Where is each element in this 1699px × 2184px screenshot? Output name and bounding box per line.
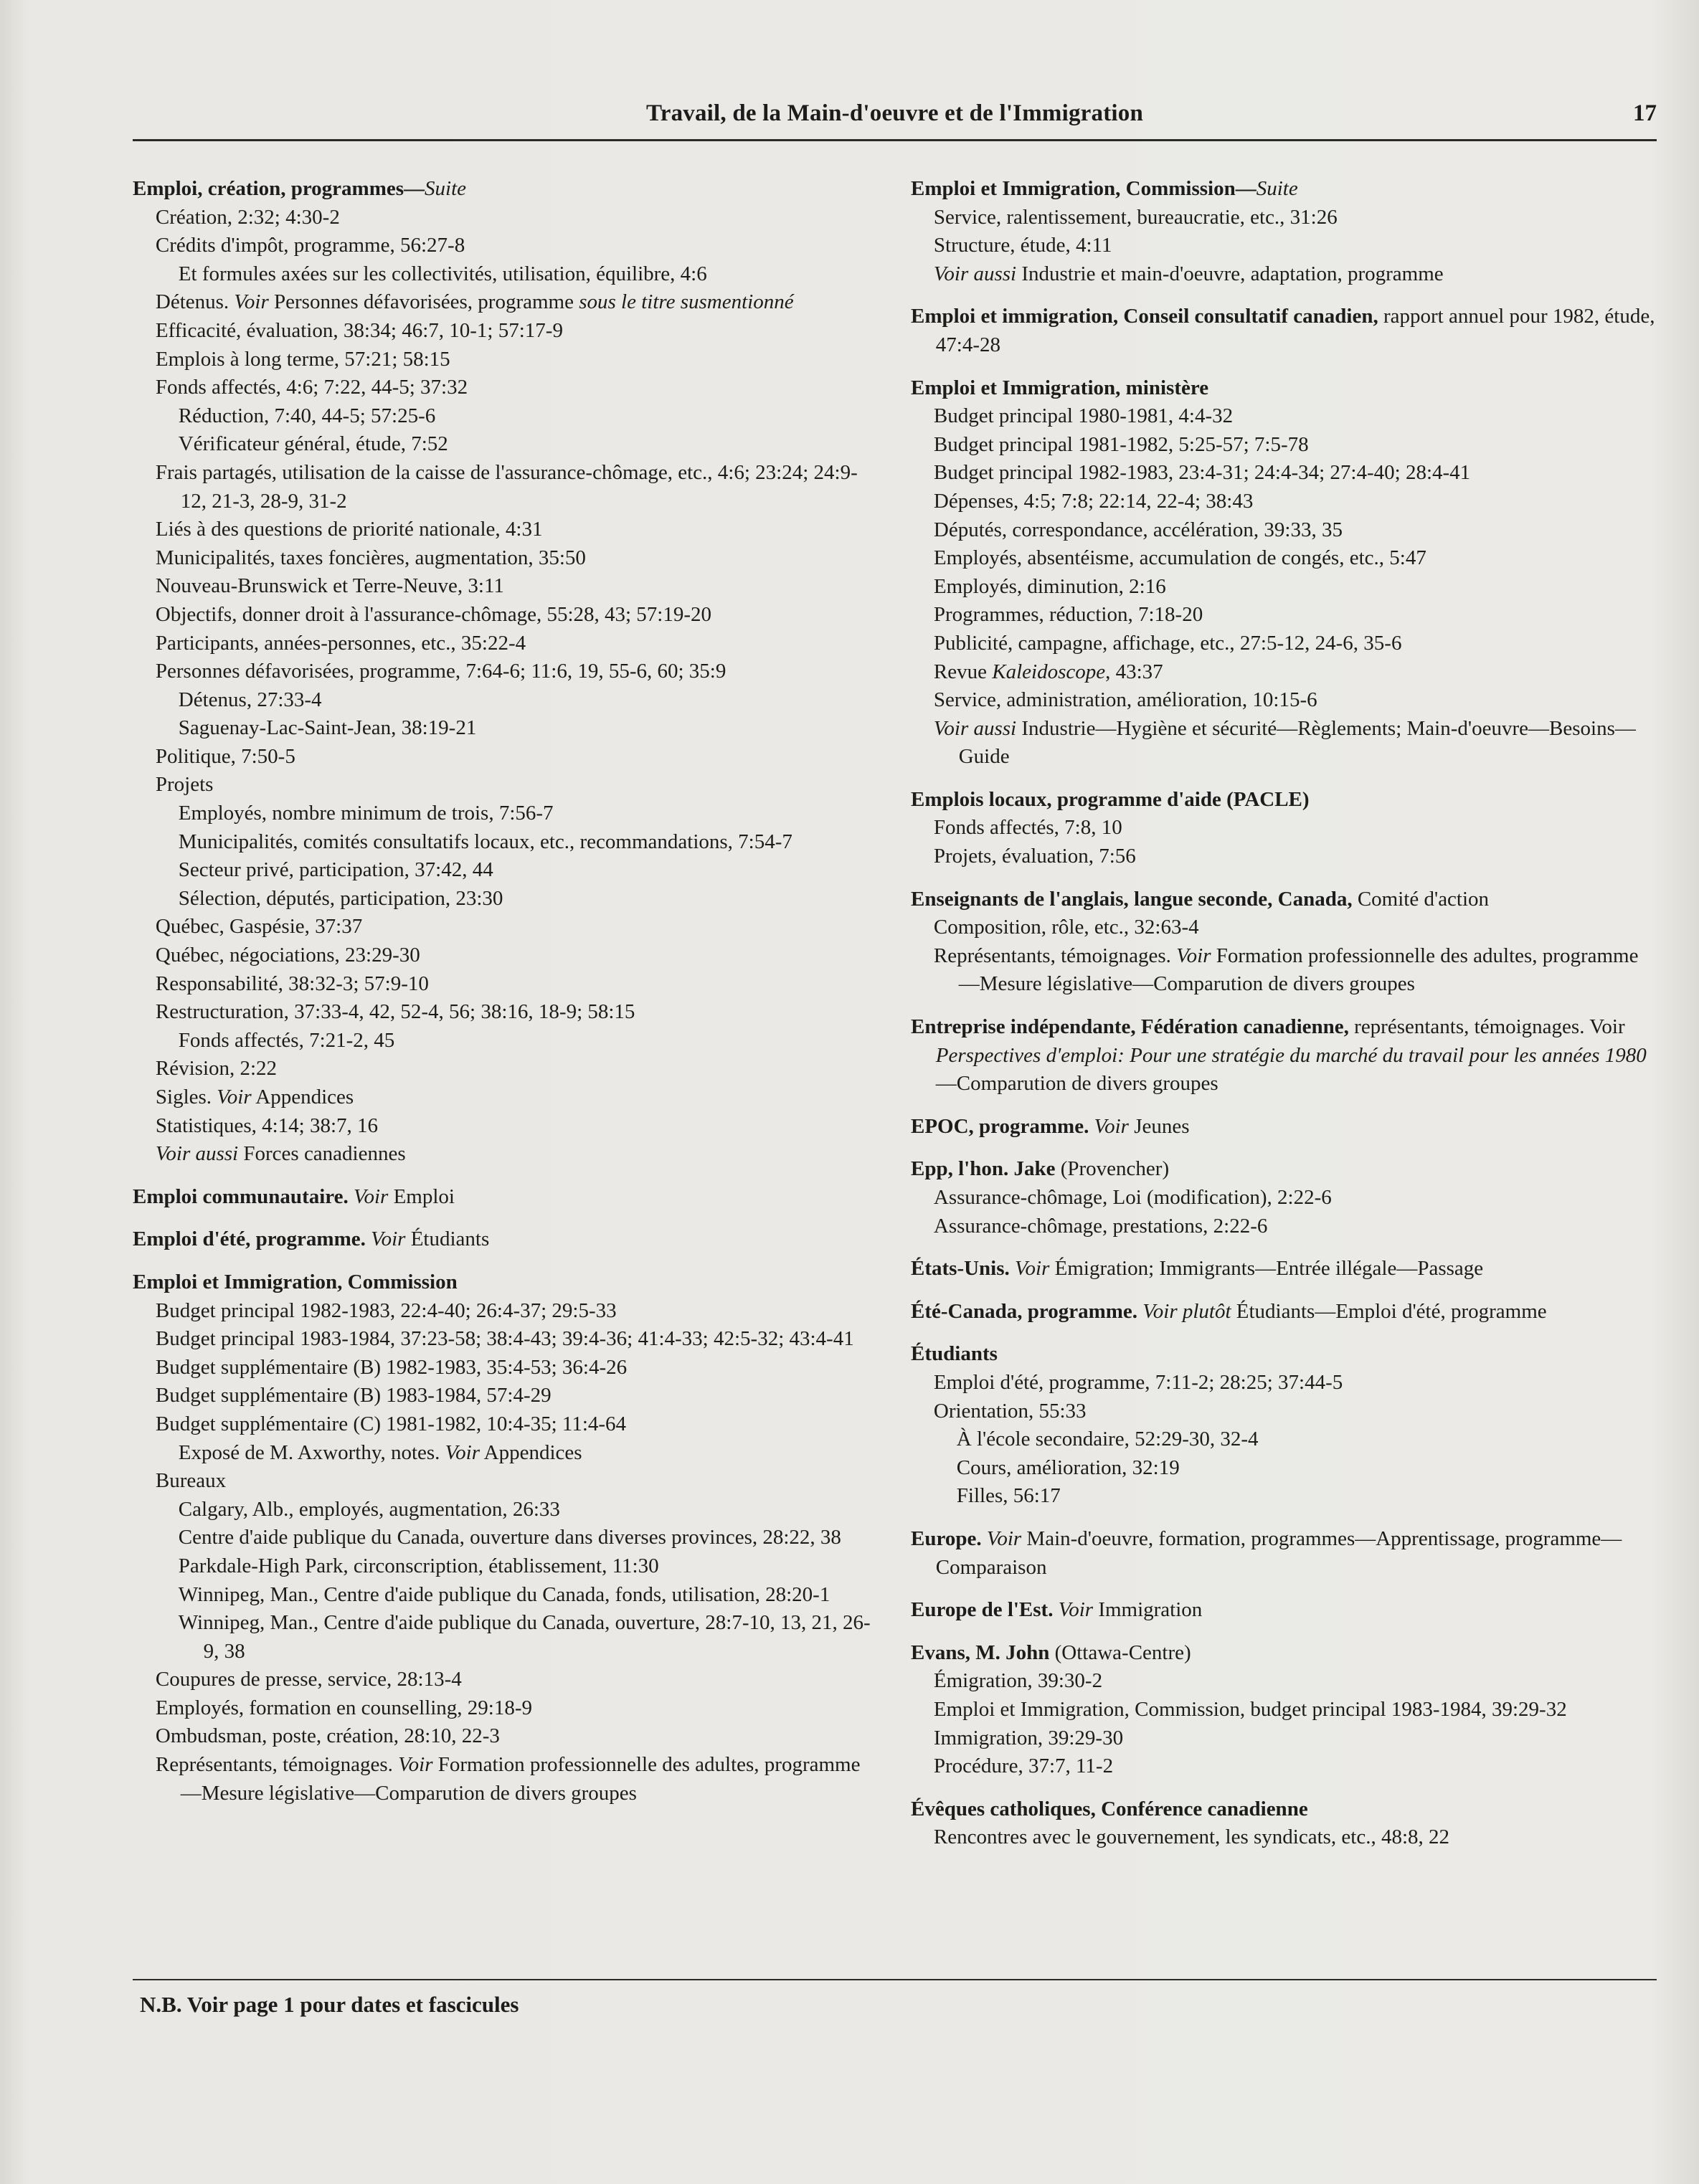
- index-subentry: [133, 601, 871, 630]
- index-subentry: [911, 601, 1657, 630]
- index-text-run: Bureaux: [155, 1469, 227, 1493]
- index-subentry: [133, 317, 871, 346]
- index-text-run: Employés, absentéisme, accumulation de congés, etc., 5:47: [933, 546, 1426, 570]
- index-entry-heading: [911, 303, 1657, 359]
- index-subentry: [133, 941, 871, 970]
- index-subentry: [911, 204, 1657, 232]
- index-subentry: [133, 1325, 871, 1354]
- index-text-run: Winnipeg, Man., Centre d'aide publique du Canada, fonds, utilisation, 28:20-1: [178, 1582, 830, 1606]
- index-subentry: [911, 1752, 1657, 1781]
- index-entry-heading: [911, 1596, 1657, 1625]
- index-subentry: [911, 544, 1657, 573]
- index-text-run: Calgary, Alb., employés, augmentation, 26:33: [178, 1497, 560, 1521]
- index-subsubentry: [133, 430, 871, 459]
- index-entry-heading: [911, 175, 1657, 204]
- index-subentry: [133, 743, 871, 771]
- index-text-run: Epp, l'hon. Jake: [911, 1157, 1056, 1181]
- index-entry-heading: [133, 1268, 871, 1297]
- index-text-run: Winnipeg, Man., Centre d'aide publique du Canada, ouverture, 28:7-10, 13, 21, 26-9, 38: [178, 1611, 871, 1663]
- index-text-run: Sigles.: [155, 1086, 217, 1108]
- index-text-run: Crédits d'impôt, programme, 56:27-8: [155, 234, 465, 257]
- index-text-run: sous le titre susmentionné: [579, 290, 794, 314]
- index-subentry: [911, 1823, 1657, 1852]
- index-text-run: Québec, Gaspésie, 37:37: [155, 915, 363, 939]
- index-text-run: Municipalités, comités consultatifs locaux, etc., recommandations, 7:54-7: [178, 830, 792, 853]
- index-subentry: [911, 1724, 1657, 1753]
- index-entry-heading: [911, 1155, 1657, 1184]
- index-text-run: Cours, amélioration, 32:19: [956, 1456, 1180, 1479]
- index-text-run: Orientation, 55:33: [933, 1399, 1087, 1423]
- index-subentry: [911, 1369, 1657, 1397]
- index-text-run: Personnes défavorisées, programme, 7:64-6; 11:6, 19, 55-6, 60; 35:9: [155, 660, 727, 683]
- index-text-run: Fonds affectés, 7:21-2, 45: [178, 1028, 395, 1052]
- index-entry-heading: [133, 175, 871, 204]
- index-text-run: Budget supplémentaire (C) 1981-1982, 10:4-35; 11:4-64: [155, 1412, 627, 1435]
- index-text-run: Emploi et immigration, Conseil consultatif canadien,: [911, 305, 1378, 328]
- index-text-run: Europe.: [911, 1527, 987, 1550]
- index-subsubentry: [133, 1609, 871, 1666]
- index-text-run: Ombudsman, poste, création, 28:10, 22-3: [155, 1724, 500, 1748]
- index-subentry: [133, 374, 871, 402]
- index-text-run: Formation professionnelle des adultes, programme—Mesure législative—Comparution de divers groupes: [958, 944, 1639, 996]
- index-text-run: Budget principal 1982-1983, 22:4-40; 26:4-37; 29:5-33: [155, 1298, 617, 1322]
- index-text-run: Fonds affectés, 4:6; 7:22, 44-5; 37:32: [155, 376, 468, 399]
- index-subsubentry: [133, 1524, 871, 1552]
- index-text-run: Rencontres avec le gouvernement, les syndicats, etc., 48:8, 22: [933, 1825, 1450, 1849]
- index-text-run: Employés, formation en counselling, 29:18-9: [155, 1696, 533, 1719]
- index-subsubentry: [133, 799, 871, 828]
- index-entry: [133, 1183, 871, 1212]
- index-text-run: Exposé de M. Axworthy, notes.: [178, 1440, 445, 1464]
- index-subsubentry: [133, 686, 871, 715]
- index-text-run: Emplois à long terme, 57:21; 58:15: [155, 347, 450, 371]
- running-header: [133, 98, 1657, 141]
- index-subentry: [911, 1667, 1657, 1696]
- index-text-run: Budget supplémentaire (B) 1982-1983, 35:4-53; 36:4-26: [155, 1355, 628, 1379]
- index-text-run: Industrie et main-d'oeuvre, adaptation, programme: [1016, 262, 1444, 285]
- index-subentry: [911, 658, 1657, 687]
- index-text-run: Parkdale-High Park, circonscription, établissement, 11:30: [178, 1554, 659, 1577]
- index-entry-heading: [911, 1795, 1657, 1824]
- index-text-run: Emploi communautaire.: [133, 1184, 354, 1208]
- index-subsubentry: [133, 885, 871, 913]
- index-subentry: [133, 657, 871, 686]
- index-subsubentry: [911, 1482, 1657, 1511]
- index-entry-heading: [911, 786, 1657, 815]
- index-text-run: Immigration, 39:29-30: [933, 1726, 1124, 1749]
- index-entry-heading: [911, 1113, 1657, 1141]
- index-subsubentry: [133, 828, 871, 857]
- index-subsubentry: [133, 714, 871, 743]
- index-subentry: [133, 1354, 871, 1382]
- index-subentry: [911, 459, 1657, 488]
- index-subentry: [911, 260, 1657, 289]
- index-text-run: Nouveau-Brunswick et Terre-Neuve, 3:11: [155, 574, 504, 598]
- index-text-run: Voir: [398, 1753, 433, 1777]
- index-text-run: Détenus.: [155, 290, 235, 314]
- index-subentry: [911, 1212, 1657, 1241]
- index-text-run: représentants, témoignages. Voir: [1348, 1015, 1625, 1039]
- index-text-run: Statistiques, 4:14; 38:7, 16: [155, 1114, 379, 1137]
- index-text-run: Service, ralentissement, bureaucratie, etc., 31:26: [933, 205, 1338, 229]
- index-text-run: (Ottawa-Centre): [1049, 1641, 1191, 1664]
- index-text-run: Détenus, 27:33-4: [178, 688, 322, 711]
- index-text-run: Projets: [155, 773, 214, 797]
- index-text-run: Emploi et Immigration, Commission, budget principal 1983-1984, 39:29-32: [933, 1697, 1567, 1721]
- index-subsubentry: [133, 1552, 871, 1581]
- index-text-run: Enseignants de l'anglais, langue seconde, Canada,: [911, 887, 1353, 911]
- index-subentry: [133, 1140, 871, 1169]
- index-text-run: Voir aussi: [933, 262, 1017, 285]
- index-text-run: Municipalités, taxes foncières, augmentation, 35:50: [155, 546, 586, 569]
- index-text-run: Été-Canada, programme.: [911, 1299, 1143, 1323]
- index-entry: [911, 1113, 1657, 1141]
- index-subentry: [911, 814, 1657, 842]
- index-text-run: Voir: [1058, 1598, 1094, 1622]
- index-text-run: Et formules axées sur les collectivités, utilisation, équilibre, 4:6: [178, 262, 707, 285]
- index-text-run: Voir: [234, 290, 269, 314]
- index-text-run: Députés, correspondance, accélération, 39:33, 35: [933, 518, 1343, 541]
- index-subentry: [133, 1722, 871, 1751]
- index-entry-heading: [911, 1639, 1657, 1668]
- index-text-run: Liés à des questions de priorité nationale, 4:31: [155, 518, 543, 541]
- index-text-run: Coupures de presse, service, 28:13-4: [155, 1668, 462, 1691]
- index-text-run: États-Unis.: [911, 1257, 1016, 1281]
- index-subentry: [133, 771, 871, 799]
- index-subentry: [133, 516, 871, 544]
- index-subentry: [911, 402, 1657, 431]
- index-text-run: Evans, M. John: [911, 1641, 1050, 1664]
- index-subsubentry: [133, 1439, 871, 1468]
- index-entry: [911, 1525, 1657, 1582]
- index-text-run: Emploi d'été, programme, 7:11-2; 28:25; 37:44-5: [933, 1370, 1343, 1394]
- index-text-run: Budget principal 1981-1982, 5:25-57; 7:5-78: [933, 432, 1309, 456]
- index-entry: [911, 175, 1657, 288]
- index-text-run: Emploi et Immigration, ministère: [911, 376, 1209, 399]
- index-entry: [911, 1795, 1657, 1852]
- index-entry: [911, 1255, 1657, 1283]
- index-subentry: [133, 1410, 871, 1439]
- index-text-run: Projets, évaluation, 7:56: [933, 845, 1136, 868]
- index-entry: [911, 1340, 1657, 1511]
- index-text-run: À l'école secondaire, 52:29-30, 32-4: [956, 1428, 1259, 1451]
- index-text-run: Budget principal 1983-1984, 37:23-58; 38:4-43; 39:4-36; 41:4-33; 42:5-32; 43:4-41: [155, 1327, 854, 1351]
- index-subsubentry: [133, 1581, 871, 1610]
- index-text-run: Structure, étude, 4:11: [933, 234, 1112, 257]
- index-text-run: Voir aussi: [155, 1142, 239, 1166]
- index-text-run: Création, 2:32; 4:30-2: [155, 205, 340, 229]
- index-text-run: Industrie—Hygiène et sécurité—Règlements; Main-d'oeuvre—Besoins—Guide: [958, 716, 1636, 769]
- index-text-run: Comité d'action: [1352, 887, 1490, 911]
- index-text-run: Voir: [354, 1184, 389, 1208]
- index-text-run: Personnes défavorisées, programme: [268, 290, 579, 314]
- index-entry: [911, 374, 1657, 771]
- index-subentry: [911, 686, 1657, 715]
- footer-rule: [133, 1979, 1657, 1980]
- index-text-run: Emploi et Immigration, Commission: [133, 1270, 458, 1293]
- index-subentry: [133, 1297, 871, 1326]
- index-entry: [911, 1639, 1657, 1781]
- index-entry-heading: [911, 886, 1657, 914]
- index-text-run: Immigration: [1093, 1598, 1203, 1622]
- index-text-run: Employés, nombre minimum de trois, 7:56-7: [178, 802, 554, 825]
- index-subentry: [911, 630, 1657, 658]
- index-subentry: [911, 573, 1657, 602]
- index-subentry: [133, 1467, 871, 1496]
- index-text-run: Kaleidoscope: [992, 660, 1106, 683]
- index-text-run: Responsabilité, 38:32-3; 57:9-10: [155, 972, 429, 995]
- index-subentry: [133, 1083, 871, 1112]
- index-subentry: [133, 459, 871, 516]
- index-text-run: Étudiants: [405, 1228, 490, 1251]
- index-entry: [911, 886, 1657, 999]
- index-text-run: Service, administration, amélioration, 10:15-6: [933, 688, 1317, 712]
- index-subentry: [911, 942, 1657, 999]
- index-text-run: Emploi: [388, 1184, 455, 1208]
- index-subentry: [133, 1055, 871, 1083]
- index-text-run: Forces canadiennes: [238, 1142, 406, 1166]
- index-subentry: [133, 1112, 871, 1141]
- index-text-run: Programmes, réduction, 7:18-20: [933, 603, 1203, 627]
- index-entry: [911, 303, 1657, 359]
- index-entry: [911, 1155, 1657, 1240]
- index-text-run: EPOC, programme.: [911, 1114, 1094, 1138]
- index-entry-heading: [133, 1183, 871, 1212]
- index-text-run: Voir: [986, 1527, 1022, 1550]
- index-text-run: Participants, années-personnes, etc., 35:22-4: [155, 631, 526, 655]
- index-entry: [911, 786, 1657, 871]
- index-text-run: rapport annuel pour 1982, étude, 47:4-28: [935, 305, 1655, 356]
- index-text-run: Budget supplémentaire (B) 1983-1984, 57:4-29: [155, 1384, 552, 1407]
- index-subentry: [133, 1382, 871, 1410]
- index-text-run: Émigration, 39:30-2: [933, 1669, 1103, 1693]
- index-subentry: [133, 630, 871, 658]
- index-text-run: Vérificateur général, étude, 7:52: [178, 432, 448, 456]
- index-column-left: [133, 175, 871, 1822]
- index-text-run: Étudiants: [911, 1342, 998, 1366]
- index-text-run: Europe de l'Est.: [911, 1598, 1059, 1622]
- index-text-run: Sélection, députés, participation, 23:30: [178, 886, 503, 910]
- index-text-run: Suite: [1256, 177, 1298, 200]
- index-text-run: Réduction, 7:40, 44-5; 57:25-6: [178, 404, 436, 427]
- index-text-run: Voir: [1176, 944, 1211, 967]
- index-text-run: Emplois locaux, programme d'aide (PACLE): [911, 787, 1310, 811]
- index-subentry: [133, 232, 871, 260]
- index-subentry: [911, 913, 1657, 942]
- index-entry: [911, 1013, 1657, 1098]
- index-text-run: Appendices: [251, 1086, 354, 1108]
- index-entry-heading: [911, 1013, 1657, 1098]
- index-subentry: [911, 431, 1657, 460]
- index-text-run: Voir: [217, 1086, 252, 1108]
- index-text-run: Évêques catholiques, Conférence canadienne: [911, 1797, 1308, 1820]
- index-subentry: [911, 1184, 1657, 1212]
- index-text-run: Filles, 56:17: [956, 1484, 1061, 1508]
- index-text-run: Étudiants—Emploi d'été, programme: [1231, 1299, 1547, 1323]
- index-text-run: Budget principal 1980-1981, 4:4-32: [933, 404, 1234, 428]
- index-text-run: Voir: [371, 1228, 406, 1251]
- index-text-run: Formation professionnelle des adultes, programme—Mesure législative—Comparution de divers groupes: [180, 1753, 861, 1805]
- index-text-run: Jeunes: [1128, 1114, 1190, 1138]
- index-subsubentry: [133, 856, 871, 885]
- index-text-run: Frais partagés, utilisation de la caisse de l'assurance-chômage, etc., 4:6; 23:24; 24:9-12, 21-3, 28-9, 31-2: [155, 460, 858, 513]
- index-subentry: [133, 1751, 871, 1808]
- index-text-run: Représentants, témoignages.: [933, 944, 1177, 967]
- page-title: Travail, de la Main-d'oeuvre et de l'Immigration: [645, 100, 1144, 126]
- index-subentry: [133, 346, 871, 374]
- index-text-run: (Provencher): [1055, 1157, 1170, 1181]
- index-entry-heading: [911, 1525, 1657, 1582]
- index-subsubentry: [133, 1027, 871, 1055]
- index-text-run: Perspectives d'emploi: Pour une stratégie du marché du travail pour les années 1980: [935, 1043, 1647, 1067]
- index-text-run: Politique, 7:50-5: [155, 744, 295, 768]
- index-entry: [133, 1268, 871, 1808]
- index-subentry: [133, 1694, 871, 1723]
- index-text-run: Secteur privé, participation, 37:42, 44: [178, 858, 493, 882]
- index-text-run: Assurance-chômage, Loi (modification), 2:22-6: [933, 1186, 1332, 1209]
- page-number: 17: [1633, 100, 1657, 126]
- index-subentry: [911, 232, 1657, 260]
- index-text-run: Publicité, campagne, affichage, etc., 27:5-12, 24-6, 35-6: [933, 631, 1402, 655]
- index-subentry: [911, 516, 1657, 545]
- index-text-run: Suite: [425, 177, 467, 200]
- index-subsubentry: [911, 1425, 1657, 1454]
- index-text-run: Représentants, témoignages.: [155, 1753, 399, 1777]
- index-entry-heading: [911, 1255, 1657, 1283]
- index-text-run: Appendices: [480, 1440, 582, 1464]
- index-text-run: Procédure, 37:7, 11-2: [933, 1755, 1114, 1778]
- index-subentry: [911, 1397, 1657, 1426]
- index-text-run: Budget principal 1982-1983, 23:4-31; 24:4-34; 27:4-40; 28:4-41: [933, 461, 1471, 485]
- index-text-run: Saguenay-Lac-Saint-Jean, 38:19-21: [178, 716, 477, 740]
- index-text-run: Entreprise indépendante, Fédération canadienne,: [911, 1015, 1349, 1039]
- index-entry-heading: [911, 1340, 1657, 1369]
- index-text-run: Émigration; Immigrants—Entrée illégale—Passage: [1049, 1257, 1484, 1281]
- index-column-right: [911, 175, 1657, 1866]
- index-text-run: Emploi d'été, programme.: [133, 1228, 371, 1251]
- index-text-run: Voir plutôt: [1142, 1299, 1231, 1323]
- index-text-run: , 43:37: [1105, 660, 1163, 683]
- index-subsubentry: [133, 402, 871, 431]
- index-subentry: [911, 1696, 1657, 1724]
- index-subentry: [133, 204, 871, 232]
- index-text-run: Révision, 2:22: [155, 1057, 278, 1081]
- index-text-run: Voir aussi: [933, 716, 1017, 740]
- index-text-run: Voir: [1015, 1257, 1050, 1281]
- index-subentry: [133, 970, 871, 999]
- index-text-run: Assurance-chômage, prestations, 2:22-6: [933, 1214, 1268, 1238]
- index-subentry: [133, 913, 871, 941]
- index-subentry: [133, 544, 871, 573]
- index-entry-heading: [133, 1225, 871, 1254]
- index-text-run: Voir: [1094, 1114, 1129, 1138]
- index-entry: [911, 1596, 1657, 1625]
- index-text-run: Québec, négociations, 23:29-30: [155, 944, 420, 967]
- index-text-run: Efficacité, évaluation, 38:34; 46:7, 10-1; 57:17-9: [155, 318, 563, 342]
- index-text-run: Fonds affectés, 7:8, 10: [933, 816, 1122, 840]
- index-subentry: [133, 288, 871, 317]
- index-entry: [133, 1225, 871, 1254]
- index-subsubentry: [911, 1454, 1657, 1483]
- index-text-run: Main-d'oeuvre, formation, programmes—Apprentissage, programme—Comparaison: [935, 1527, 1622, 1579]
- index-entry-heading: [911, 374, 1657, 403]
- index-text-run: Emploi et Immigration, Commission—: [911, 177, 1256, 200]
- index-entry: [133, 175, 871, 1169]
- index-text-run: Composition, rôle, etc., 32:63-4: [933, 916, 1199, 939]
- index-text-run: Restructuration, 37:33-4, 42, 52-4, 56; 38:16, 18-9; 58:15: [155, 1000, 635, 1024]
- index-text-run: Objectifs, donner droit à l'assurance-chômage, 55:28, 43; 57:19-20: [155, 602, 712, 626]
- index-subsubentry: [133, 260, 871, 289]
- index-text-run: Dépenses, 4:5; 7:8; 22:14, 22-4; 38:43: [933, 489, 1254, 513]
- index-text-run: Centre d'aide publique du Canada, ouverture dans diverses provinces, 28:22, 38: [178, 1526, 841, 1549]
- index-text-run: Voir: [445, 1440, 481, 1464]
- index-text-run: Revue: [933, 660, 993, 683]
- index-subentry: [133, 1666, 871, 1694]
- index-entry: [911, 1298, 1657, 1326]
- index-text-run: Employés, diminution, 2:16: [933, 574, 1166, 598]
- index-text-run: Emploi, création, programmes—: [133, 177, 425, 200]
- index-subentry: [133, 572, 871, 601]
- footer-note: N.B. Voir page 1 pour dates et fascicules: [140, 1992, 519, 2017]
- index-subentry: [911, 842, 1657, 871]
- index-subentry: [133, 998, 871, 1027]
- index-subentry: [911, 715, 1657, 771]
- index-subsubentry: [133, 1496, 871, 1524]
- index-text-run: —Comparution de divers groupes: [935, 1072, 1218, 1096]
- index-entry-heading: [911, 1298, 1657, 1326]
- index-subentry: [911, 488, 1657, 516]
